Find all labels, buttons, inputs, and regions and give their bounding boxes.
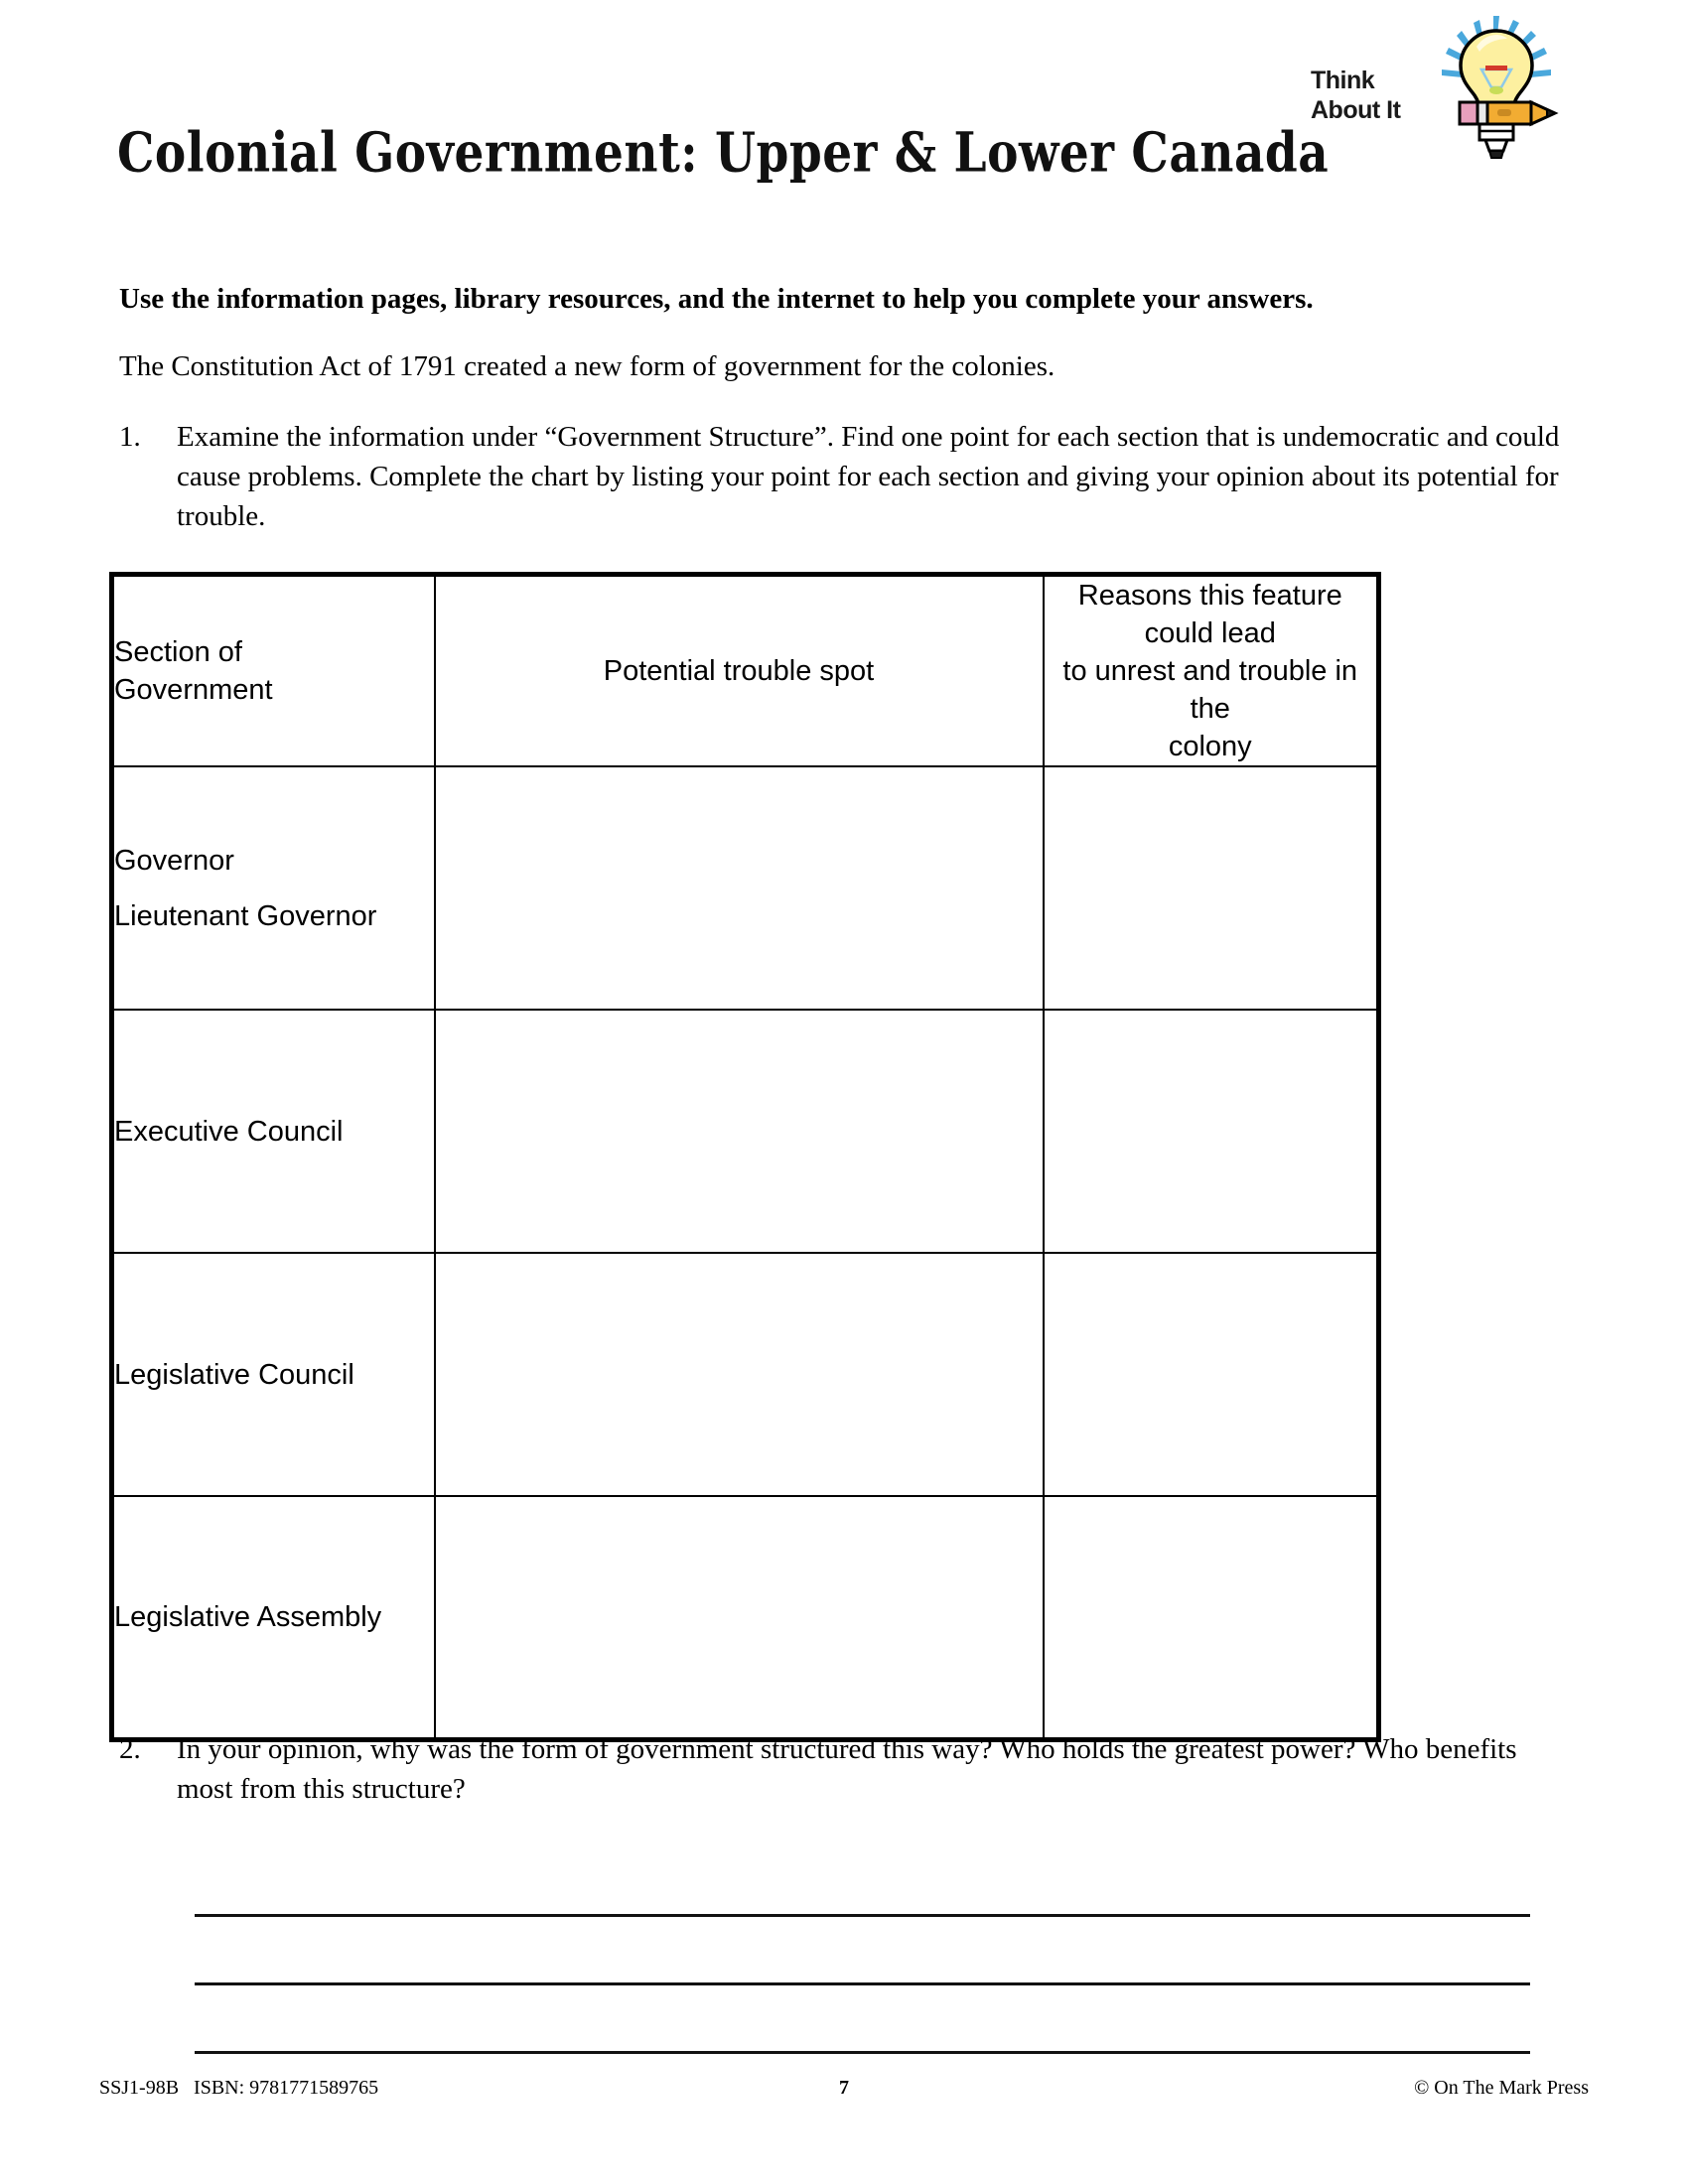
- question-2-text: In your opinion, why was the form of government structured this way? Who holds the greatest power? Who benefits most from this structure?: [177, 1733, 1517, 1805]
- question-2-number: 2.: [119, 1733, 141, 1765]
- table-row: [112, 1010, 1379, 1253]
- instruction-bold: Use the information pages, library resources, and the internet to help you complete your answers.: [119, 283, 1314, 315]
- table-row: [112, 766, 1379, 1010]
- table-header-row: [112, 575, 1379, 767]
- cell-trouble-spot-governor[interactable]: [435, 766, 1044, 1010]
- cell-reasons-governor[interactable]: [1044, 766, 1379, 1010]
- question-1-text: Examine the information under “Government Structure”. Find one point for each section that is undemocratic and could cause problems. Complete the chart by listing your point for each section and giving your opinion about its potential for trouble.: [177, 421, 1560, 532]
- table-row: [112, 1496, 1379, 1739]
- cell-trouble-spot-executive-council[interactable]: [435, 1010, 1044, 1253]
- row-label-legislative-assembly: [112, 1496, 435, 1739]
- think-about-it-logo: [1291, 14, 1559, 163]
- col1-header-line1: Section of: [114, 636, 242, 668]
- row-label-part: Legislative Council: [114, 1358, 354, 1391]
- row-label-executive-council: [112, 1010, 435, 1253]
- chart-header: [112, 575, 1379, 767]
- col3-header-line1: Reasons this feature could lead: [1077, 580, 1342, 649]
- answer-line[interactable]: [195, 1848, 1530, 1917]
- cell-reasons-legislative-council[interactable]: [1044, 1253, 1379, 1496]
- page-title: Colonial Government: Upper & Lower Canada: [117, 121, 1330, 186]
- row-label-part: Legislative Assembly: [114, 1600, 382, 1633]
- column-header-reasons: [1044, 575, 1379, 767]
- trouble-spot-chart: [109, 572, 1381, 1742]
- cell-trouble-spot-legislative-assembly[interactable]: [435, 1496, 1044, 1739]
- question-2: [119, 1729, 1569, 1809]
- logo-text-line2: About It: [1311, 96, 1401, 124]
- filament-glow: [1485, 66, 1507, 70]
- filament-base: [1489, 86, 1503, 94]
- column-header-potential-trouble-spot: Potential trouble spot: [435, 575, 1044, 767]
- cell-reasons-legislative-assembly[interactable]: [1044, 1496, 1379, 1739]
- logo-text-line1: Think: [1311, 67, 1375, 94]
- lightbulb-pencil-icon: [1430, 14, 1559, 163]
- question-1-number: 1.: [119, 421, 141, 453]
- column-header-section-of-government: [112, 575, 435, 767]
- footer-copyright: © On The Mark Press: [1414, 2077, 1589, 2099]
- table-row: [112, 1253, 1379, 1496]
- row-label-legislative-council: [112, 1253, 435, 1496]
- footer-page-number: 7: [839, 2077, 849, 2099]
- row-label-part: Lieutenant Governor: [114, 899, 377, 932]
- row-label-governor: [112, 766, 435, 1010]
- cell-trouble-spot-legislative-council[interactable]: [435, 1253, 1044, 1496]
- row-label-part: Executive Council: [114, 1115, 344, 1148]
- col3-header-line2: to unrest and trouble in the: [1062, 655, 1358, 725]
- answer-line[interactable]: [195, 1917, 1530, 1985]
- col1-header-line2: Government: [114, 674, 273, 706]
- chart-body: [112, 766, 1379, 1739]
- col3-header-line3: colony: [1168, 731, 1252, 762]
- answer-lines: [195, 1848, 1530, 2054]
- answer-line[interactable]: [195, 1985, 1530, 2054]
- footer-code-isbn: SSJ1-98B ISBN: 9781771589765: [99, 2077, 379, 2099]
- intro-statement: The Constitution Act of 1791 created a new form of government for the colonies.: [119, 350, 1055, 382]
- row-label-part: Governor: [114, 844, 234, 877]
- page-footer: [0, 2077, 1688, 2116]
- question-1: [119, 417, 1569, 536]
- cell-reasons-executive-council[interactable]: [1044, 1010, 1379, 1253]
- pencil-icon: [1460, 102, 1555, 124]
